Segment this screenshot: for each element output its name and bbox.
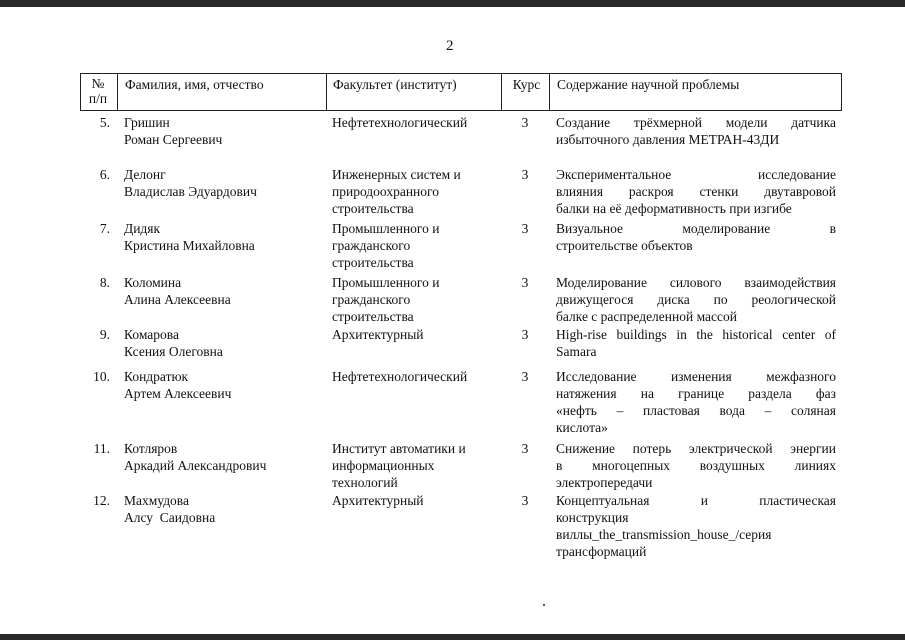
row-number: 12. xyxy=(93,493,110,508)
row-number: 11. xyxy=(93,441,110,456)
row-topic: Исследование изменения межфазного натяжения на границе раздела фаз «нефть – пластовая вода – соляная кислота» xyxy=(556,369,836,435)
row-name: Кондратюк Артем Алексеевич xyxy=(124,369,232,401)
row-name: Коломина Алина Алексеевна xyxy=(124,275,231,307)
table-row xyxy=(80,492,842,562)
row-faculty: Инженерных систем и природоохранного строительства xyxy=(332,167,461,216)
row-faculty: Промышленного и гражданского строительства xyxy=(332,275,440,324)
row-faculty: Архитектурный xyxy=(332,493,424,508)
header-faculty: Факультет (институт) xyxy=(333,77,457,92)
header-name: Фамилия, имя, отчество xyxy=(125,77,264,92)
table-row xyxy=(80,166,842,220)
row-course: 3 xyxy=(521,369,529,384)
table-row xyxy=(80,220,842,274)
table-row xyxy=(80,114,842,166)
row-faculty: Нефтетехнологический xyxy=(332,369,468,384)
row-name: Делонг Владислав Эдуардович xyxy=(124,167,257,199)
row-faculty: Нефтетехнологический xyxy=(332,115,468,130)
row-number: 10. xyxy=(93,369,110,384)
table-row xyxy=(80,368,842,440)
row-course: 3 xyxy=(521,493,529,508)
row-topic: Экспериментальное исследование влияния раскроя стенки двутавровой балки на её деформативность при изгибе xyxy=(556,167,836,216)
scan-speck xyxy=(543,604,545,606)
table-header xyxy=(80,73,842,111)
page-number: 2 xyxy=(446,38,454,54)
row-number: 5. xyxy=(99,115,110,130)
table-row xyxy=(80,326,842,368)
row-course: 3 xyxy=(521,221,529,236)
row-name: Котляров Аркадий Александрович xyxy=(124,441,267,473)
row-name: Махмудова Алсу Саидовна xyxy=(124,493,216,525)
row-faculty: Архитектурный xyxy=(332,327,424,342)
row-course: 3 xyxy=(521,327,529,342)
row-faculty: Институт автоматики и информационных технологий xyxy=(332,441,466,490)
row-topic: Создание трёхмерной модели датчика избыточного давления МЕТРАН-43ДИ xyxy=(556,115,836,147)
table-row xyxy=(80,274,842,326)
students-table xyxy=(80,73,842,562)
row-course: 3 xyxy=(521,441,529,456)
header-topic: Содержание научной проблемы xyxy=(557,77,740,92)
row-number: 7. xyxy=(99,221,110,236)
row-name: Гришин Роман Сергеевич xyxy=(124,115,223,147)
row-number: 6. xyxy=(99,167,110,182)
header-course: Курс xyxy=(512,77,541,92)
row-topic: Концептуальная и пластическая конструкция виллы_the_transmission_house_/серия трансформаций xyxy=(556,493,836,559)
scan-edge-top xyxy=(0,0,905,7)
row-topic: Визуальное моделирование в строительстве объектов xyxy=(556,221,836,253)
row-topic: High-rise buildings in the historical center of Samara xyxy=(556,327,836,359)
row-name: Дидяк Кристина Михайловна xyxy=(124,221,255,253)
scan-edge-bottom xyxy=(0,634,905,640)
row-name: Комарова Ксения Олеговна xyxy=(124,327,223,359)
row-number: 9. xyxy=(99,327,110,342)
row-course: 3 xyxy=(521,115,529,130)
table-row xyxy=(80,440,842,492)
row-number: 8. xyxy=(99,275,110,290)
row-course: 3 xyxy=(521,275,529,290)
row-course: 3 xyxy=(521,167,529,182)
row-faculty: Промышленного и гражданского строительства xyxy=(332,221,440,270)
header-number: № п/п xyxy=(88,76,108,106)
row-topic: Моделирование силового взаимодействия движущегося диска по реологической балке с распределенной массой xyxy=(556,275,836,324)
row-topic: Снижение потерь электрической энергии в многоцепных воздушных линиях электропередачи xyxy=(556,441,836,490)
